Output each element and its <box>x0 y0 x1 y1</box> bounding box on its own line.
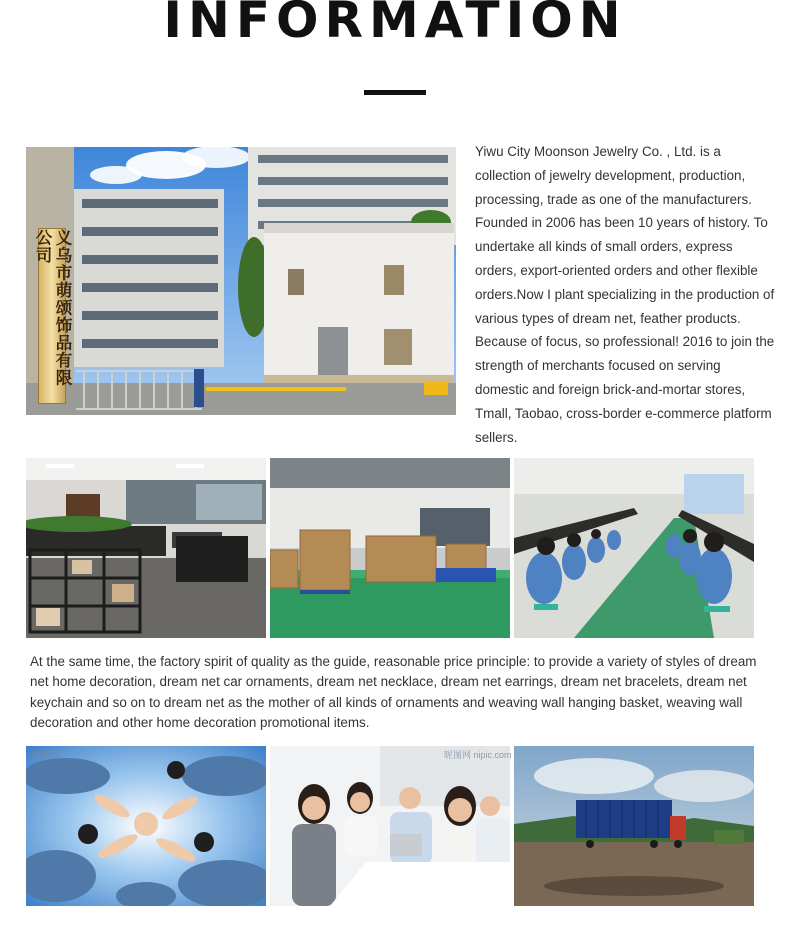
office-showroom-photo <box>26 458 266 638</box>
company-name-sign-text: 义乌市萌颂饰品有限公司 <box>33 229 72 387</box>
business-team-photo <box>270 746 510 906</box>
team-hands-photo <box>26 746 266 906</box>
title-underline <box>364 90 426 95</box>
product-range-text: At the same time, the factory spirit of quality as the guide, reasonable price principle: to provide a variety of styles of dream net home decoration, dream net car ornaments, dream net necklace, dream net earrings, dream net bracelets, dream net keychain and so on to dream net as the mother of all kinds of ornaments and weaving wall hanging basket, weaving wall decoration and other home decoration promotional items. <box>30 654 757 730</box>
container-truck-photo <box>514 746 754 906</box>
company-intro-text: Yiwu City Moonson Jewelry Co. , Ltd. is a collection of jewelry development, production, processing, trade as one of the manufacturers. Founded in 2006 has been 10 years of history. To undertake all kinds of small orders, express orders, export-oriented orders and other flexible orders.Now I plant specializing in the production of various types of dream net, feather products. Because of focus, so professional! 2016 to join the strength of merchants focused on serving domestic and foreign brick-and-mortar stores, Tmall, Taobao, cross-border e-commerce platform sellers. <box>475 144 775 445</box>
watermark-nipic: 昵图网 nipic.com <box>444 750 512 760</box>
company-name-sign <box>33 228 72 404</box>
factory-building-photo <box>26 147 456 415</box>
warehouse-photo <box>270 458 510 638</box>
page-title: INFORMATION <box>163 0 627 49</box>
production-line-photo <box>514 458 754 638</box>
watermark-logo: 昵图网 <box>32 750 60 760</box>
